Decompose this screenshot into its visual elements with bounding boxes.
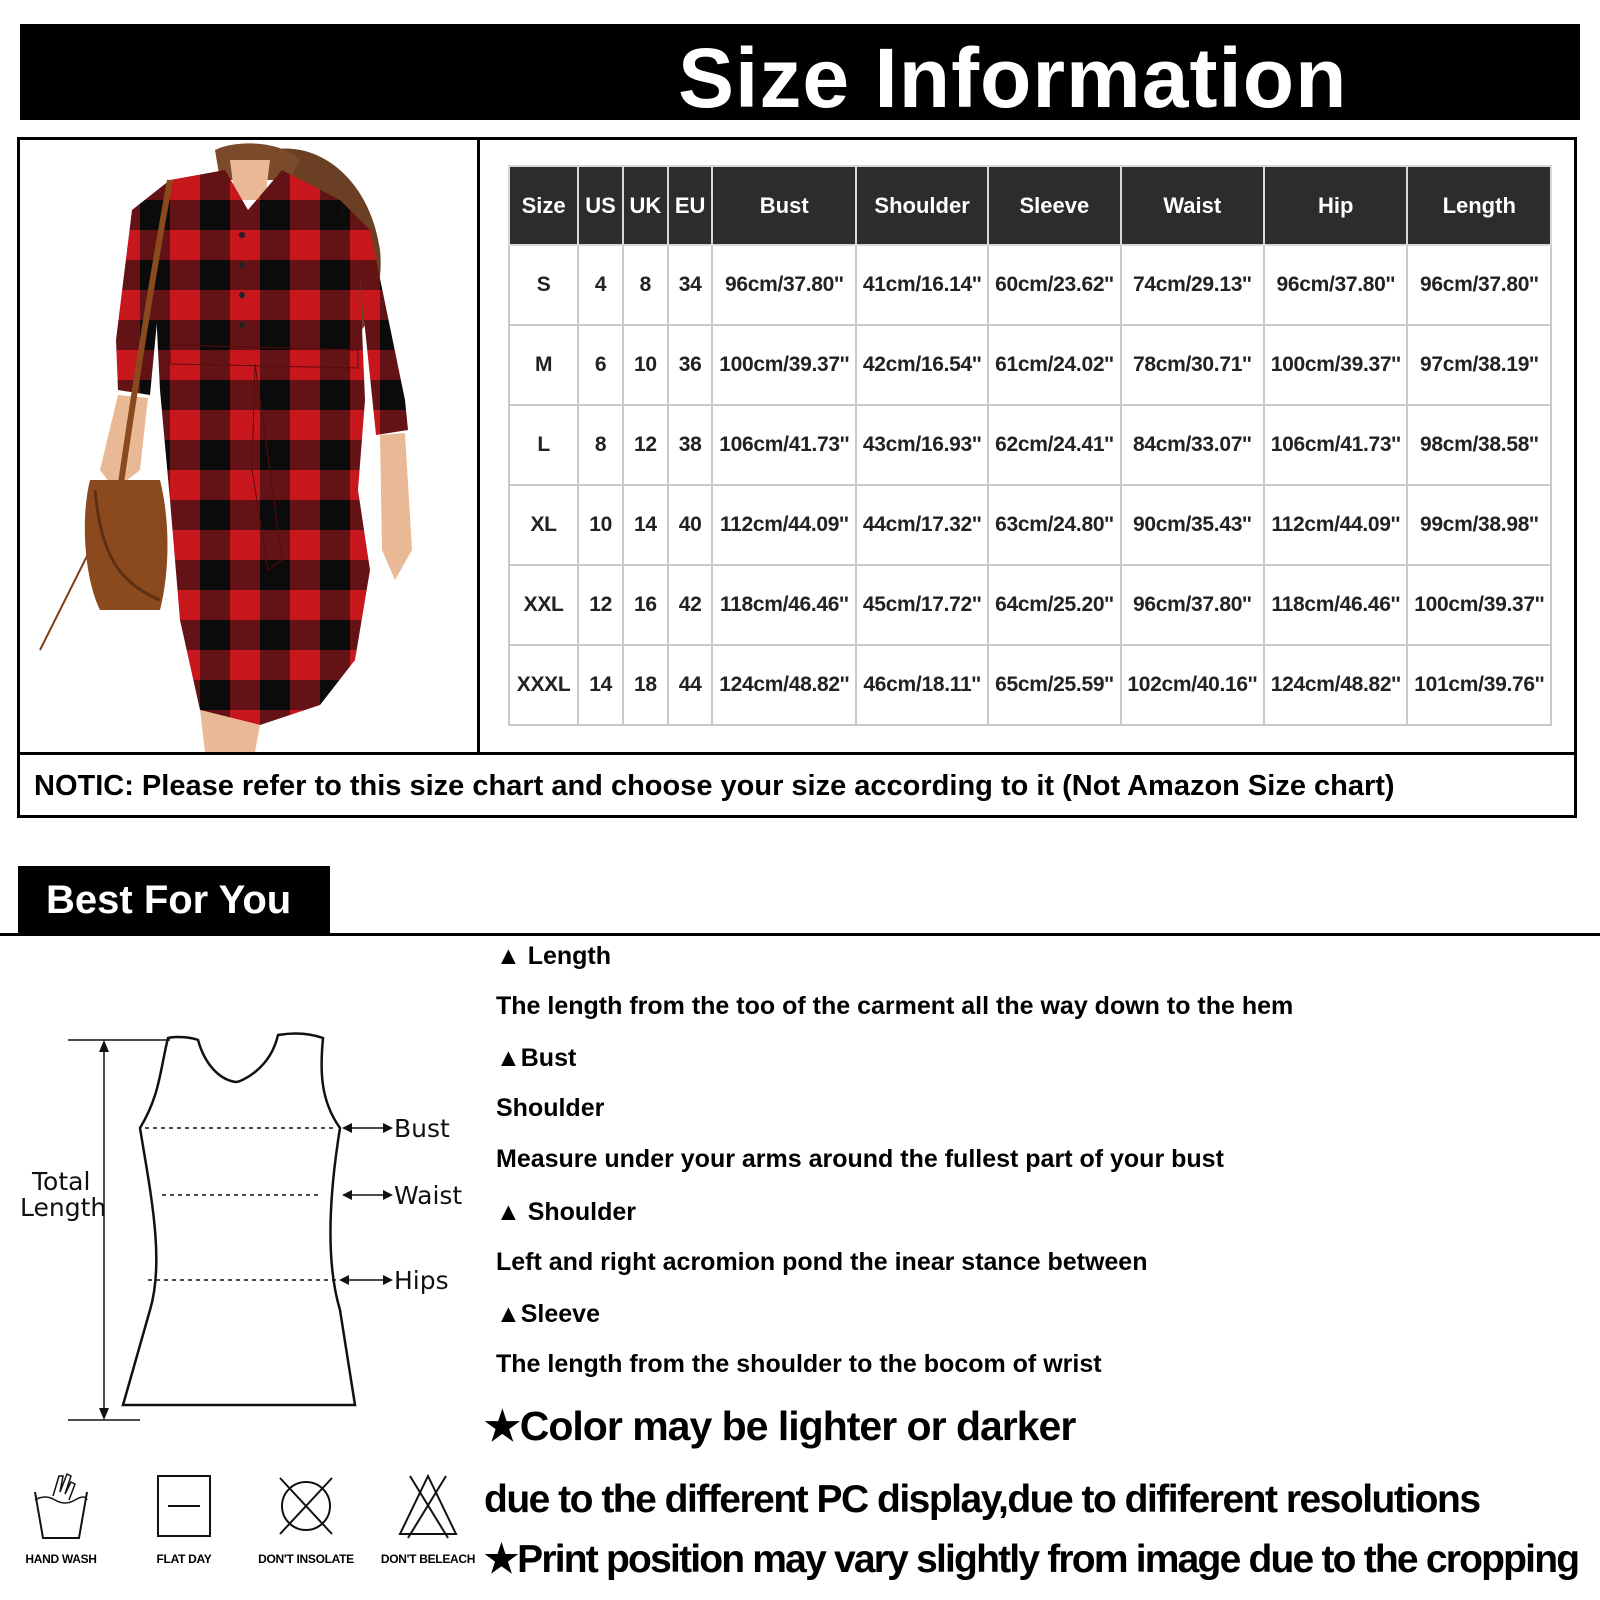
desc-length-text: The length from the too of the carment all the way down to the hem <box>496 992 1294 1020</box>
size-cell: L <box>509 405 578 485</box>
column-header: Waist <box>1121 166 1264 245</box>
size-notice: NOTIC: Please refer to this size chart and choose your size according to it (Not Amazon Size chart) <box>20 752 1574 818</box>
table-cell: 112cm/44.09'' <box>1264 485 1407 565</box>
table-cell: 8 <box>578 405 623 485</box>
product-photo <box>20 140 480 752</box>
column-header: Shoulder <box>856 166 988 245</box>
plaid-dress-illustration <box>20 140 477 752</box>
table-row <box>509 405 1551 485</box>
care-hand-wash <box>6 1470 116 1566</box>
desc-shoulder-label: Shoulder <box>496 1094 605 1122</box>
table-cell: 96cm/37.80'' <box>712 245 855 325</box>
table-cell: 101cm/39.76'' <box>1407 645 1551 725</box>
bust-label: Bust <box>394 1114 450 1143</box>
table-cell: 10 <box>578 485 623 565</box>
table-cell: 64cm/25.20'' <box>988 565 1120 645</box>
table-cell: 44 <box>668 645 713 725</box>
desc-shoulder-text: Left and right acromion pond the inear stance between <box>496 1248 1148 1276</box>
table-cell: 74cm/29.13'' <box>1121 245 1264 325</box>
size-table-body <box>509 245 1551 725</box>
desc-sleeve-text: The length from the shoulder to the bocom of wrist <box>496 1350 1102 1378</box>
care-dont-insolate <box>251 1470 361 1566</box>
table-cell: 45cm/17.72'' <box>856 565 988 645</box>
color-note: ★Color may be lighter or darker <box>484 1403 1076 1449</box>
care-label: DON'T BELEACH <box>380 1552 476 1566</box>
column-header: Hip <box>1264 166 1407 245</box>
table-cell: 100cm/39.37'' <box>712 325 855 405</box>
table-cell: 38 <box>668 405 713 485</box>
table-cell: 90cm/35.43'' <box>1121 485 1264 565</box>
table-cell: 124cm/48.82'' <box>1264 645 1407 725</box>
table-header-row <box>509 166 1551 245</box>
size-chart-frame <box>17 137 1577 818</box>
table-cell: 106cm/41.73'' <box>1264 405 1407 485</box>
dont-bleach-icon <box>396 1470 460 1542</box>
desc-sleeve-heading: ▲Sleeve <box>496 1300 600 1328</box>
column-header: EU <box>668 166 713 245</box>
total-length-label: Length <box>20 1193 107 1222</box>
table-cell: 4 <box>578 245 623 325</box>
table-cell: 41cm/16.14'' <box>856 245 988 325</box>
table-cell: 106cm/41.73'' <box>712 405 855 485</box>
table-cell: 102cm/40.16'' <box>1121 645 1264 725</box>
table-cell: 12 <box>578 565 623 645</box>
measurement-diagram <box>0 1010 470 1430</box>
table-cell: 62cm/24.41'' <box>988 405 1120 485</box>
table-cell: 96cm/37.80'' <box>1407 245 1551 325</box>
table-cell: 16 <box>623 565 668 645</box>
size-cell: M <box>509 325 578 405</box>
table-cell: 46cm/18.11'' <box>856 645 988 725</box>
table-row <box>509 325 1551 405</box>
total-length-label: Total <box>32 1167 91 1196</box>
title-bar <box>20 24 1580 125</box>
care-label: FLAT DAY <box>156 1552 212 1566</box>
table-row <box>509 245 1551 325</box>
table-cell: 60cm/23.62'' <box>988 245 1120 325</box>
waist-label: Waist <box>394 1181 463 1210</box>
flat-dry-icon <box>152 1470 216 1542</box>
column-header: Sleeve <box>988 166 1120 245</box>
table-cell: 40 <box>668 485 713 565</box>
table-cell: 100cm/39.37'' <box>1264 325 1407 405</box>
care-label: DON'T INSOLATE <box>258 1552 354 1566</box>
display-note: due to the different PC display,due to dififerent resolutions <box>484 1478 1480 1521</box>
dont-insolate-icon <box>274 1470 338 1542</box>
table-cell: 124cm/48.82'' <box>712 645 855 725</box>
desc-length-heading: ▲ Length <box>496 942 612 970</box>
column-header: Size <box>509 166 578 245</box>
table-cell: 98cm/38.58'' <box>1407 405 1551 485</box>
table-cell: 6 <box>578 325 623 405</box>
column-header: Bust <box>712 166 855 245</box>
table-cell: 96cm/37.80'' <box>1121 565 1264 645</box>
size-cell: S <box>509 245 578 325</box>
table-row <box>509 485 1551 565</box>
table-cell: 12 <box>623 405 668 485</box>
table-cell: 100cm/39.37'' <box>1407 565 1551 645</box>
table-cell: 36 <box>668 325 713 405</box>
table-cell: 61cm/24.02'' <box>988 325 1120 405</box>
table-cell: 44cm/17.32'' <box>856 485 988 565</box>
table-cell: 43cm/16.93'' <box>856 405 988 485</box>
table-cell: 96cm/37.80'' <box>1264 245 1407 325</box>
table-cell: 118cm/46.46'' <box>712 565 855 645</box>
size-cell: XXL <box>509 565 578 645</box>
care-label: HAND WASH <box>25 1552 97 1566</box>
hand-wash-icon <box>29 1470 93 1542</box>
table-row <box>509 565 1551 645</box>
table-cell: 97cm/38.19'' <box>1407 325 1551 405</box>
column-header: US <box>578 166 623 245</box>
desc-bust-heading: ▲Bust <box>496 1044 577 1072</box>
table-cell: 14 <box>623 485 668 565</box>
care-dont-bleach <box>373 1470 483 1566</box>
table-cell: 8 <box>623 245 668 325</box>
size-table <box>508 165 1552 726</box>
table-cell: 84cm/33.07'' <box>1121 405 1264 485</box>
print-note: ★Print position may vary slightly from image due to the cropping <box>484 1538 1579 1581</box>
table-cell: 118cm/46.46'' <box>1264 565 1407 645</box>
care-flat-dry <box>129 1470 239 1566</box>
table-row <box>509 645 1551 725</box>
hips-label: Hips <box>394 1266 449 1295</box>
column-header: Length <box>1407 166 1551 245</box>
table-cell: 99cm/38.98'' <box>1407 485 1551 565</box>
table-cell: 34 <box>668 245 713 325</box>
section-divider <box>0 933 1600 936</box>
table-cell: 112cm/44.09'' <box>712 485 855 565</box>
table-cell: 18 <box>623 645 668 725</box>
best-for-you-heading: Best For You <box>18 866 330 934</box>
table-cell: 14 <box>578 645 623 725</box>
column-header: UK <box>623 166 668 245</box>
page-title: Size Information <box>678 31 1348 125</box>
table-cell: 42 <box>668 565 713 645</box>
table-cell: 10 <box>623 325 668 405</box>
table-cell: 63cm/24.80'' <box>988 485 1120 565</box>
size-cell: XL <box>509 485 578 565</box>
size-cell: XXXL <box>509 645 578 725</box>
desc-shoulder-heading: ▲ Shoulder <box>496 1198 637 1226</box>
desc-bust-text: Measure under your arms around the fullest part of your bust <box>496 1145 1224 1173</box>
table-cell: 78cm/30.71'' <box>1121 325 1264 405</box>
table-cell: 42cm/16.54'' <box>856 325 988 405</box>
table-cell: 65cm/25.59'' <box>988 645 1120 725</box>
